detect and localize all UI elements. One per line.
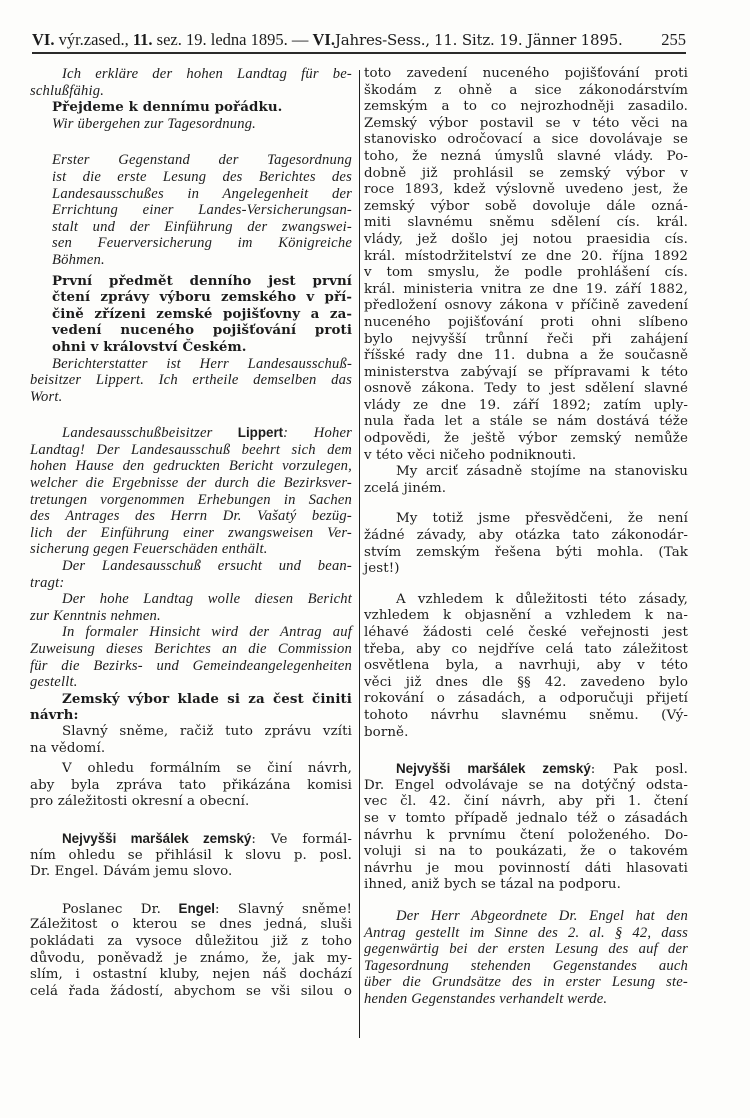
header-sitting-czech: sez. [156,30,182,49]
header-date-czech: 19. ledna 1895. [186,30,288,49]
header-session-czech: výr.zased., [58,30,129,49]
text-line: Erster Gegenstand der Tagesordnung [52,152,352,169]
text-line: čtení zprávy výboru zemského v pří- [52,289,352,306]
text-line: osvětlena byla, a navrhuji, aby v této [364,658,688,674]
header-volume-czech: VI. [32,30,55,49]
page-number: 255 [661,30,686,49]
paragraph-gap [364,894,688,908]
text-line: osnově zákona. Tedy to jest sdělení slavné [364,381,688,397]
text-line: jest!) [364,561,400,577]
speaker-suffix: : Slavný sněme! [215,901,352,917]
text-line: ohni v království Českém. [52,338,247,355]
text-line: für die Bezirks- und Gemeindeangelegenheiten [30,657,352,674]
speaker-prefix: Landesausschußbeisitzer [62,425,213,442]
text-line: Böhmen. [52,251,105,268]
header-dash: — [291,30,309,49]
text-line: welcher die Ergebnisse der durch die Bezirksver- [30,475,352,492]
text-line: stalt und der Einführung der zwangswei- [52,218,352,235]
text-line: předložení osnovy zákona v příčině zavedení [364,298,688,314]
speaker-line [30,901,352,918]
text-line: In formaler Hinsicht wird der Antrag auf [62,624,352,641]
speaker-name: Nejvyšši maršálek zemský [396,761,591,777]
text-line: sen Feuerversicherung im Königreiche [52,235,352,252]
text-line: Zemský výbor postavil se v této věci na [364,115,688,131]
paragraph-gap [364,497,688,511]
text-line: Errichtung einer Landes-Versicherungsan- [52,202,352,219]
text-line: ministerstva zabývají se přípravami k této [364,364,688,380]
text-line: über die Grundsätze des in erster Lesung ste- [364,974,688,991]
text-line: borně. [364,724,409,740]
text-line: vlády, jež došlo jej notou praesidia cís. [364,231,688,247]
text-line: dobně již prohlásil se zemský výbor v [364,165,688,181]
speaker-name: Lippert [237,425,284,441]
text-line: Wir übergehen zur Tagesordnung. [52,115,257,132]
text-line: A vzhledem k důležitosti této zásady, [396,591,688,607]
text-line: slím, i ostastní kluby, nejen náš dochází [30,967,352,983]
text-line: Záležitost o kterou se dnes jedná, sluši [30,917,352,933]
text-line: Zuweisung dieses Berichtes an die Commission [30,641,352,657]
text-line: Wort. [30,388,63,405]
text-line: nuceného pojišťování proti ohni slíbeno [364,314,688,330]
text-line: lich der Einführung einer zwangsweisen Ver- [30,524,352,541]
text-line: zur Kenntnis nehmen. [30,607,161,624]
paragraph-gap [364,741,688,761]
text-line: gegenwärtig bei der ersten Lesung des auf der [364,941,688,958]
text-line: My totiž jsme přesvědčeni, že není [396,511,688,527]
text-line: důvodu, poněvadž je známo, že, jak my- [30,950,352,966]
speaker-prefix: Poslanec Dr. [62,901,162,917]
speaker-suffix: : Ve formál- [251,831,352,847]
paragraph-gap [30,881,352,901]
text-line: Slavný sněme, račiž tuto zprávu vzíti [62,723,352,739]
text-line: Tagesordnung stehenden Gegenstandes auch [364,957,688,974]
text-line: v tom smyslu, že podle prohlášení cís. [364,265,688,281]
speaker-suffix: : Pak posl. [590,762,688,778]
text-line: čině zřízeni zemské pojišťovny a za- [52,305,352,322]
text-line: žádné závady, aby otázka tato zákonodár- [364,528,688,544]
text-line: vec čl. 42. činí návrh, aby při 1. čtení [364,794,688,810]
text-line: Landtag! Der Landesausschuß beehrt sich dem [30,441,352,458]
text-line: bylo nejvyšší trůnní řeči při zahájení [364,331,688,347]
running-header [32,24,686,50]
text-line: Landesausschußes in Angelegenheit der [52,185,352,202]
text-line: henden Gegenstandes verhandelt werde. [364,990,608,1007]
text-line: pro záležitosti okresní a obecní. [30,794,250,810]
header-session-german: Jahres-Sess., [334,31,430,49]
paragraph-gap [364,578,688,592]
text-line: rokování o zásadách, a odporučuji přijetí [364,691,688,707]
text-line: schlußfähig. [30,82,105,99]
text-line: věci již dnes dle §§ 42. zavedeno bylo [364,674,688,690]
text-line: stanovisko odročovací a sice dovolávaje se [364,132,688,148]
left-column [30,66,352,1000]
text-line: celá řada žádostí, abychom se vši silou o [30,983,352,999]
speaker-name: Nejvyšši maršálek zemský [62,830,252,846]
paragraph-gap [30,405,352,425]
header-sitting-german: 11. Sitz. 19. Jänner 1895. [434,31,623,49]
text-line: V ohledu formálním se činí návrh, [62,761,352,777]
text-line: Antrag gestellt im Sinne des 2. al. § 42, dass [364,924,688,941]
text-line: miti slavnému sněmu sdělení cís. král. [364,215,688,231]
text-line: tragt: [30,574,65,591]
speaker-line [30,831,352,848]
header-sitting-number-czech: 11. [132,30,153,49]
text-line: třeba, aby co nejdříve celá tato záležitost [364,641,688,657]
text-line: První předmět denního jest první [52,272,352,289]
header-rule [32,52,686,54]
text-line: Přejdeme k dennímu pořádku. [52,99,283,116]
text-line: ihned, aniž bych se tázal na podporu. [364,877,621,893]
speaker-suffix: : Hoher [283,425,352,442]
speaker-line [30,425,352,442]
right-column [364,66,688,1007]
text-line: král. místodržitelství ze dne 20. října 1892 [364,248,688,264]
text-line: vedení nuceného pojišťování proti [52,322,352,339]
text-line: nula řada let a stále se nám dostává téže [364,414,688,430]
text-line: My arciť zásadně stojíme na stanovisku [396,464,688,480]
text-line: zcelá jiném. [364,480,447,496]
text-line: stvím zemským řešena býti mohla. (Tak [364,544,688,560]
paragraph-gap [30,132,352,152]
text-line: Dr. Engel. Dávám jemu slovo. [30,864,233,880]
speaker-line [364,761,688,778]
text-line: Der Herr Abgeordnete Dr. Engel hat den [396,907,688,924]
text-line: toto zavedení nuceného pojišťování proti [364,66,688,81]
text-line: v této věci ničeho podniknouti. [364,447,577,463]
text-line: sicherung gegen Feuerschäden enthält. [30,541,268,558]
text-line: odpovědi, že ještě výbor zemský nemůže [364,431,688,447]
text-line: tretungen vorgenommen Erhebungen in Sachen [30,491,352,508]
text-line: škodám z ohně a sice zákonodárstvím [364,82,688,98]
text-line: roce 1893, kdež výslovně uvedeno jest, že [364,182,688,198]
text-line: zemský výbor sobě dovoluje dále ozná- [364,198,688,214]
text-line: se v tomto případě jednalo též o zásadách [364,810,688,826]
text-line: hohen Hause den gedruckten Bericht vorzulegen, [30,458,352,475]
column-divider [359,70,360,1038]
text-line: na vědomí. [30,740,106,756]
header-volume-german: VI. [312,30,335,49]
text-line: král. ministeria vnitra ze dne 19. září 1882, [364,281,688,297]
text-line: zemským a to co nejrozhodněji zasadilo. [364,99,688,115]
text-line: říšské rady dne 11. dubna a že současně [364,348,688,364]
text-line: gestellt. [30,674,78,691]
text-line: tohoto návrhu slavnému sněmu. (Vý- [364,707,688,723]
paragraph-gap [30,811,352,831]
speaker-name: Engel [178,900,215,916]
text-line: Zemský výbor klade si za čest činiti [62,690,352,707]
text-line: voluji si na to poukázati, že o takovém [364,844,688,860]
text-line: Der Landesausschuß ersucht und bean- [62,558,352,575]
text-line: beisitzer Lippert. Ich ertheile demselben das [30,372,352,389]
text-line: ním ohledu se přihlásil k slovu p. posl. [30,847,352,863]
header-czech [32,30,623,50]
text-line: des Antrages des Herrn Dr. Vašatý bezüg- [30,508,352,525]
text-line: aby byla zpráva tato přikázána komisi [30,777,352,793]
text-line: pokládati za vysoce důležitou již z toho [30,933,352,949]
text-line: vzhledem k objasnění a vzhledem k na- [364,608,688,624]
text-line: Dr. Engel odvolávaje se na dotýčný odsta- [364,777,688,793]
text-line: ist die erste Lesung des Berichtes des [52,168,352,185]
text-line: toho, že nezná úmyslů slavné vlády. Po- [364,148,688,164]
text-line: Der hohe Landtag wolle diesen Bericht [62,591,352,608]
text-line: návrhu je mou povinností dáti hlasovati [364,860,688,876]
text-line: návrh: [30,707,79,724]
text-line: léhavé žádosti celé české veřejnosti jest [364,625,688,640]
text-line: návrhu k prvnímu čtení položeného. Do- [364,827,688,843]
text-line: vlády ze dne 19. září 1892; zatím uply- [364,397,688,413]
text-line: Berichterstatter ist Herr Landesausschuß- [52,355,352,372]
text-line: Ich erkläre der hohen Landtag für be- [62,66,352,82]
